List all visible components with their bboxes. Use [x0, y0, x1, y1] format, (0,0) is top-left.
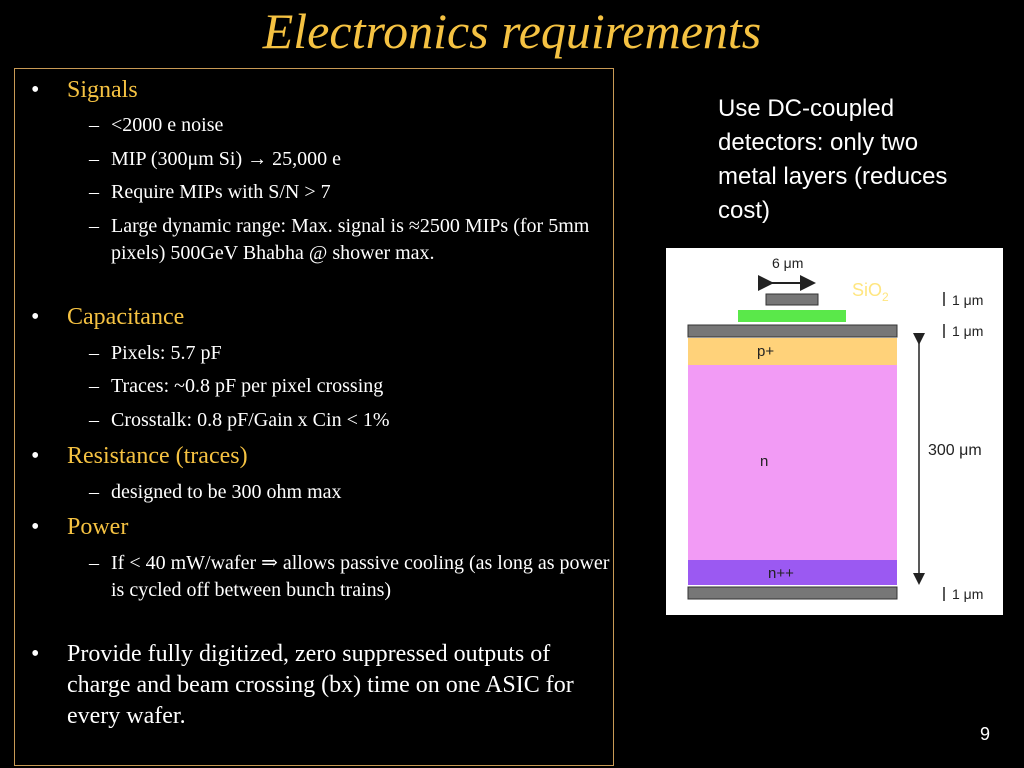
sub-item-text: Traces: ~0.8 pF per pixel crossing — [111, 375, 384, 397]
thickness-label: 300 μm — [928, 442, 982, 459]
metal-layer — [688, 325, 897, 337]
sub-item-text: Large dynamic range: Max. signal is ≈2500 MIPs (for 5mm pixels) 500GeV Bhabha @ shower max. — [111, 215, 590, 264]
n-plus-plus-label: n++ — [768, 565, 794, 582]
bullet-text: Provide fully digitized, zero suppressed outputs of charge and beam crossing (bx) time on one ASIC for every wafer. — [67, 641, 574, 729]
top-metal-pad — [766, 294, 818, 305]
mid-metal-dim: 1 μm — [952, 323, 984, 339]
bottom-metal-layer — [688, 587, 897, 599]
n-bulk-layer — [688, 365, 897, 560]
dc-coupled-note: Use DC-coupled detectors: only two metal layers (reduces cost) — [718, 95, 948, 224]
bullet-heading: Resistance (traces) — [67, 443, 248, 469]
sub-item-text: designed to be 300 ohm max — [111, 481, 342, 503]
sub-item-text: MIP (300μm Si) → 25,000 e — [111, 148, 341, 170]
sio2-layer — [738, 310, 846, 322]
bullet-heading: Power — [67, 514, 129, 540]
bottom-metal-dim: 1 μm — [952, 586, 984, 602]
slide-title: Electronics requirements — [262, 3, 762, 59]
sub-item-text: Pixels: 5.7 pF — [111, 342, 222, 364]
sub-item-text: Require MIPs with S/N > 7 — [111, 181, 331, 203]
bullet-heading: Capacitance — [67, 304, 185, 330]
n-label: n — [760, 453, 769, 470]
p-plus-layer — [688, 338, 897, 365]
diagram-svg — [666, 248, 1003, 615]
sub-item-text: Crosstalk: 0.8 pF/Gain x Cin < 1% — [111, 409, 390, 431]
sio2-label: SiO$_2$ — [852, 280, 889, 304]
requirements-box: • Signals – <2000 e noise – MIP (300μm Si) → 25,000 e – Require MIPs with S/N > 7 – Large dynamic range: Max. signal is ≈2500 MIPs (for 5mm pixels) 500GeV Bhabha @ shower max. • Capacitance – Pixels: 5.7 pF – Traces: ~0.8 pF per pixel crossing – Crosstalk: 0.8 pF/Gain x Cin < 1% • Resistance (traces) – designed to be 300 ohm max • Power – If < 40 mW/wafer ⇒ allows passive cooling (as long as power is cycled off between bunch trains) • Provide fully digitized, zero suppressed outputs of charge and beam crossing (bx) time on one ASIC for every wafer. — [14, 68, 614, 766]
page-number: 9 — [980, 724, 991, 744]
bullet-dot: • — [31, 77, 40, 103]
width-label: 6 μm — [772, 255, 804, 271]
sensor-cross-section-diagram — [666, 248, 1003, 615]
p-plus-label: p+ — [757, 343, 775, 360]
sub-item-text: <2000 e noise — [111, 114, 224, 136]
bullet-heading: Signals — [67, 77, 138, 103]
sub-item-text: If < 40 mW/wafer ⇒ allows passive cooling (as long as power is cycled off between bunch trains) — [111, 552, 610, 601]
top-metal-dim: 1 μm — [952, 292, 984, 308]
